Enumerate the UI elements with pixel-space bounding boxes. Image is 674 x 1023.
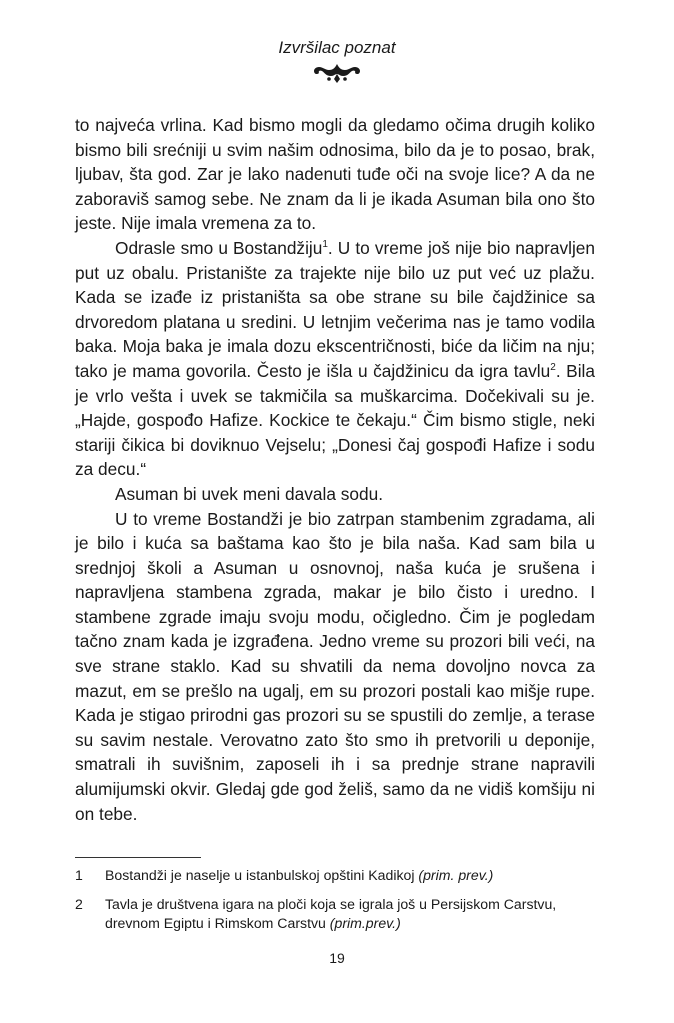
paragraph: to najveća vrlina. Kad bismo mogli da gledamo očima drugih koliko bismo bili srećniji u svim našim odnosima, bilo da je to posao, brak, ljubav, šta god. Zar je lako nadenuti tuđe oči na svoje lice? A da ne zaboraviš samog sebe. Ne znam da li je ikada Asuman bila ono što jeste. Nije imala vremena za to. <box>75 115 595 234</box>
paragraph <box>75 236 595 482</box>
text-span: . Bila je vrlo vešta i uvek se takmičila sa muškarcima. Dočekivali su je. „Hajde, gospođo Hafize. Kockice te čekaju.“ Čim bismo stigle, neki stariji čikica bi doviknuo Vejselu; „Donesi čaj gospođi Hafize i sodu za decu.“ <box>75 360 595 480</box>
paragraph: Asuman bi uvek meni davala sodu. <box>115 483 384 504</box>
footnote <box>75 866 595 886</box>
footnotes <box>75 866 595 943</box>
footnote-text <box>105 895 595 934</box>
footnote-divider <box>75 857 201 858</box>
footnote-number: 2 <box>75 895 83 912</box>
text-span: Bostandži je naselje u istanbulskoj opštini Kadikoj <box>105 867 419 883</box>
footnote-text <box>105 866 595 886</box>
text-span: . U to vreme još nije bio napravljen put uz obalu. Pristanište za trajekte nije bilo uz put već uz plažu. Kada se izađe iz pristaništa sa obe strane su bile čajdžinice sa drvoredom platana u sredini. U letnjim večerima nas je tamo vodila baka. Moja baka je imala dozu ekscentričnosti, biće da ličim na nju; tako je mama govorila. Često je išla u čajdžinicu da igra tavlu <box>75 237 595 381</box>
translator-note: (prim. prev.) <box>418 867 494 883</box>
fleuron-ornament-icon <box>313 62 361 84</box>
footnote-ref: 1 <box>322 239 328 251</box>
page-number: 19 <box>329 950 345 966</box>
paragraph: U to vreme Bostandži je bio zatrpan stambenim zgradama, ali je bilo i kuća sa baštama kao što je bila naša. Kad sam bila u srednjoj školi a Asuman u osnovnoj, naša kuća je srušena i napravljena stambena zgrada, makar je bilo čisto i uredno. I stambene zgrade imaju svoju modu, očigledno. Čim je pogledam tačno znam kada je izgrađena. Jedno vreme su prozori bili veći, na sve strane staklo. Kad su shvatili da nema dovoljno novca za mazut, em se prešlo na ugalj, em su prozori postali kao mišje rupe. Kada je stigao prirodni gas prozori su se spustili do zemlje, a terase su savim nestale. Verovatno zato što smo ih pretvorili u deponije, smatrali ih suvišnim, zaposeli ih i sa prednje strane napravili alumijumski okvir. Gledaj gde god želiš, samo da ne vidiš komšiju ni on tebe. <box>75 508 595 824</box>
running-title: Izvršilac poznat <box>278 38 396 57</box>
text-span: Odrasle smo u Bostandžiju <box>115 237 323 258</box>
footnote-number: 1 <box>75 867 83 883</box>
text-span: Tavla je društvena igara na ploči koja se igrala još u Persijskom Carstvu, drevnom Egiptu i Rimskom Carstvu <box>105 895 557 931</box>
footnote-ref: 2 <box>550 362 556 374</box>
body-text <box>75 113 595 826</box>
footnote <box>75 895 595 934</box>
translator-note: (prim.prev.) <box>329 915 401 931</box>
